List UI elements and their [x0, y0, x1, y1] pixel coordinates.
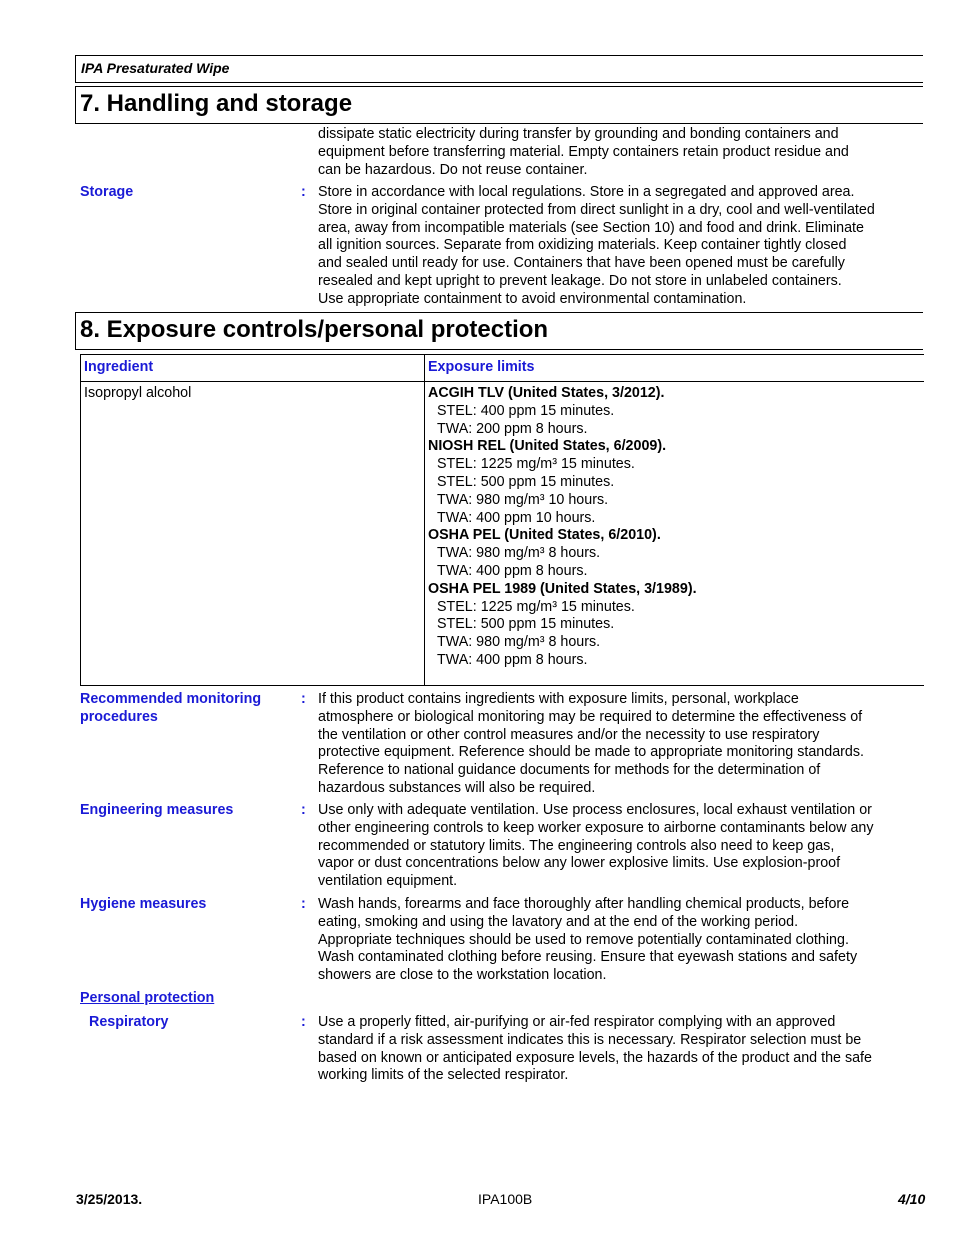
limit-value: STEL: 400 ppm 15 minutes. [437, 402, 615, 419]
storage-label: Storage [80, 184, 134, 200]
limit-org: OSHA PEL (United States, 6/2010). [428, 527, 661, 544]
text-line: Wash contaminated clothing before reusing. Ensure that eyewash stations and safety [318, 949, 858, 966]
section-7-heading [75, 86, 923, 124]
text-line: Appropriate techniques should be used to remove potentially contaminated clothing. [318, 931, 849, 948]
text-line: the ventilation or other control measures and/or the necessity to use respiratory [318, 726, 820, 743]
text-line: protective equipment. Reference should be made to appropriate monitoring standards. [318, 744, 864, 761]
footer-page: 4/10 [898, 1191, 926, 1207]
limit-value: STEL: 1225 mg/m³ 15 minutes. [437, 598, 635, 615]
text-line: vapor or dust concentrations below any lower explosive limits. Use explosion-proof [318, 855, 841, 872]
limit-value: TWA: 200 ppm 8 hours. [437, 420, 588, 437]
limit-org: OSHA PEL 1989 (United States, 3/1989). [428, 580, 697, 597]
text-line: showers are close to the workstation location. [318, 967, 607, 984]
text-line: Store in accordance with local regulations. Store in a segregated and approved area. [318, 184, 855, 200]
personal-protection-label: Personal protection [80, 990, 215, 1006]
footer-code: IPA100B [478, 1191, 533, 1207]
text-line: and sealed until ready for use. Containers that have been opened must be carefully [318, 255, 845, 272]
text-line: resealed and kept upright to prevent leakage. Do not store in unlabeled containers. [318, 272, 842, 289]
label-line: procedures [80, 708, 158, 725]
respiratory-text [318, 1014, 924, 1085]
monitoring-label [80, 691, 295, 727]
monitoring-colon: : [301, 691, 306, 707]
limit-org: ACGIH TLV (United States, 3/2012). [428, 385, 665, 401]
table-header-row [81, 355, 924, 382]
text-line: recommended or statutory limits. The engineering controls also need to keep gas, [318, 837, 835, 854]
product-name: IPA Presaturated Wipe [81, 60, 230, 76]
section-8-heading [75, 312, 923, 350]
exposure-limits-table [80, 354, 924, 686]
storage-colon: : [301, 184, 306, 200]
section-7-title: 7. Handling and storage [80, 90, 353, 117]
footer-date: 3/25/2013. [76, 1191, 143, 1207]
text-line: Store in original container protected from direct sunlight in a dry, cool and well-ventilated [318, 201, 875, 218]
storage-text [318, 184, 924, 309]
text-line: other engineering controls to keep worker exposure to airborne contaminants below any [318, 819, 874, 836]
limit-value: TWA: 400 ppm 10 hours. [437, 509, 596, 526]
limit-value: TWA: 400 ppm 8 hours. [437, 562, 588, 579]
engineering-colon: : [301, 802, 306, 818]
limit-value: TWA: 400 ppm 8 hours. [437, 651, 588, 668]
text-line: Use only with adequate ventilation. Use process enclosures, local exhaust ventilation or [318, 802, 872, 818]
text-line: equipment before transferring material. Empty containers retain product residue and [318, 143, 849, 160]
text-line: area, away from incompatible materials (see Section 10) and food and drink. Eliminate [318, 219, 864, 236]
engineering-text [318, 802, 924, 891]
text-line: working limits of the selected respirator. [318, 1067, 569, 1084]
monitoring-text [318, 691, 924, 798]
ingredient-column-header: Ingredient [84, 359, 154, 375]
text-line: Use a properly fitted, air-purifying or air-fed respirator complying with an approved [318, 1014, 836, 1030]
handling-continuation-text [318, 126, 924, 179]
text-line: Reference to national guidance documents for methods for the determination of [318, 762, 821, 779]
limit-value: TWA: 980 mg/m³ 10 hours. [437, 491, 609, 508]
limit-org: NIOSH REL (United States, 6/2009). [428, 438, 667, 455]
exposure-limits-column-header: Exposure limits [428, 359, 535, 375]
respiratory-label: Respiratory [89, 1014, 169, 1030]
label-line: Recommended monitoring [80, 691, 262, 707]
text-line: atmosphere or biological monitoring may be required to determine the effectiveness of [318, 708, 863, 725]
section-8-title: 8. Exposure controls/personal protection [80, 316, 549, 343]
limit-value: TWA: 980 mg/m³ 8 hours. [437, 634, 601, 651]
respiratory-colon: : [301, 1014, 306, 1030]
hygiene-colon: : [301, 896, 306, 912]
text-line: standard if a risk assessment indicates this is necessary. Respirator selection must be [318, 1031, 862, 1048]
text-line: hazardous substances will also be required. [318, 779, 596, 796]
text-line: based on known or anticipated exposure levels, the hazards of the product and the safe [318, 1049, 872, 1066]
engineering-label: Engineering measures [80, 802, 234, 818]
text-line: Wash hands, forearms and face thoroughly after handling chemical products, before [318, 896, 850, 912]
hygiene-text [318, 896, 924, 985]
column-divider [424, 355, 425, 685]
product-name-bar [75, 55, 923, 83]
text-line: all ignition sources. Separate from oxidizing materials. Keep container tightly closed [318, 237, 847, 254]
text-line: eating, smoking and using the lavatory and at the end of the working period. [318, 913, 799, 930]
limit-value: STEL: 500 ppm 15 minutes. [437, 473, 615, 490]
hygiene-label: Hygiene measures [80, 896, 207, 912]
exposure-limits-list [428, 385, 697, 670]
text-line: Use appropriate containment to avoid environmental contamination. [318, 290, 747, 307]
text-line: can be hazardous. Do not reuse container. [318, 161, 588, 178]
text-line: dissipate static electricity during transfer by grounding and bonding containers and [318, 126, 839, 142]
text-line: ventilation equipment. [318, 873, 458, 890]
limit-value: STEL: 500 ppm 15 minutes. [437, 616, 615, 633]
limit-value: TWA: 980 mg/m³ 8 hours. [437, 545, 601, 562]
ingredient-name: Isopropyl alcohol [84, 385, 192, 401]
text-line: If this product contains ingredients with exposure limits, personal, workplace [318, 691, 799, 707]
limit-value: STEL: 1225 mg/m³ 15 minutes. [437, 456, 635, 473]
